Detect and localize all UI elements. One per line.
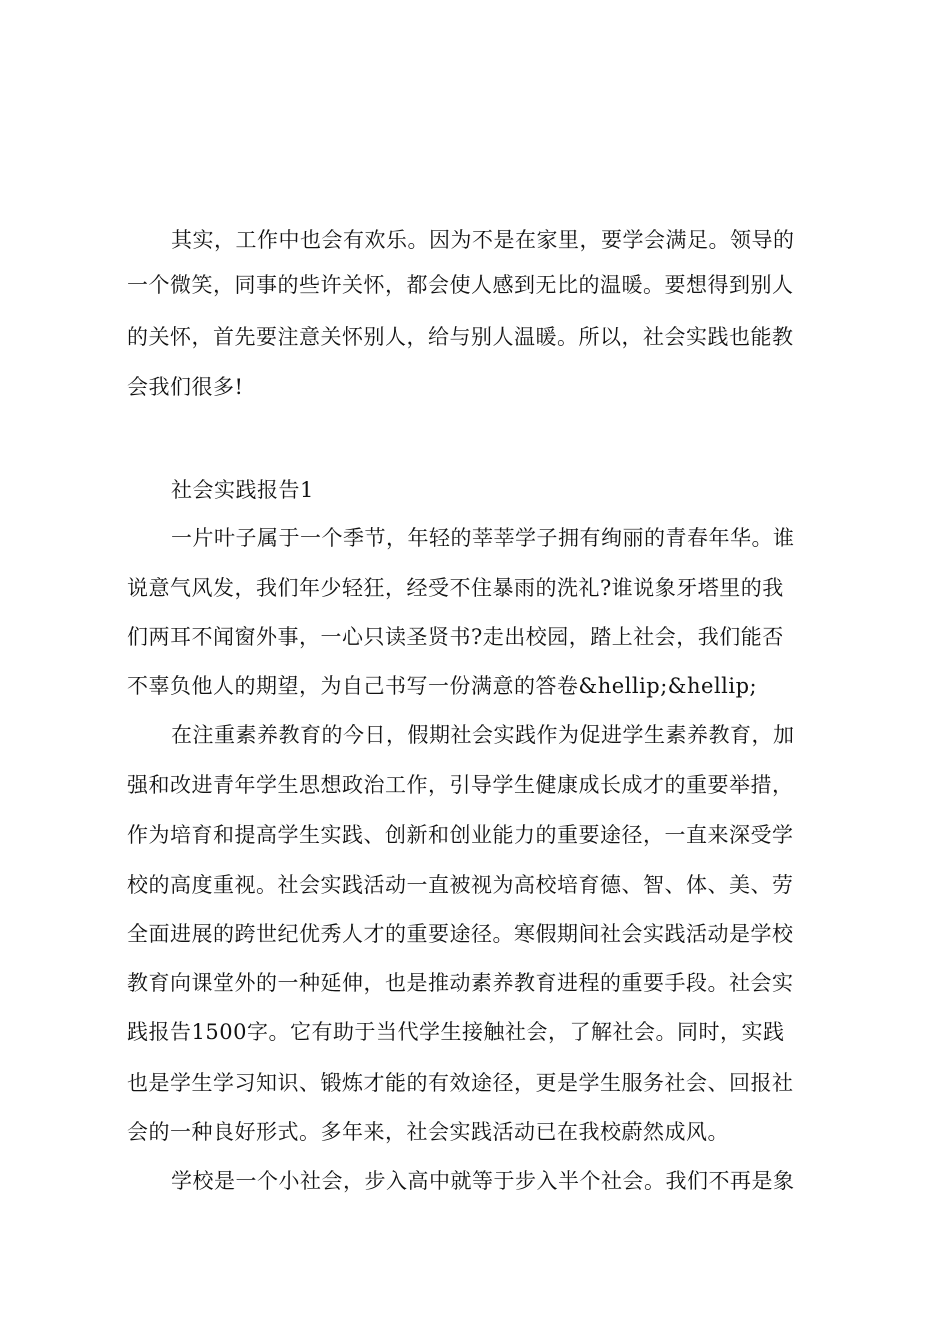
paragraph-line: 作为培育和提高学生实践、创新和创业能力的重要途径，一直来深受学 <box>127 823 794 847</box>
paragraph-line: 强和改进青年学生思想政治工作，引导学生健康成长成才的重要举措， <box>127 773 794 797</box>
paragraph-line: 在注重素养教育的今日，假期社会实践作为促进学生素养教育，加 <box>171 723 795 747</box>
paragraph-line: 也是学生学习知识、锻炼才能的有效途径，更是学生服务社会、回报社 <box>127 1071 794 1095</box>
paragraph-line: 学校是一个小社会，步入高中就等于步入半个社会。我们不再是象 <box>171 1169 795 1193</box>
paragraph-line: 的关怀，首先要注意关怀别人，给与别人温暖。所以，社会实践也能教 <box>127 325 794 349</box>
section-title: 社会实践报告1 <box>171 478 314 502</box>
paragraph-line: 其实，工作中也会有欢乐。因为不是在家里，要学会满足。领导的 <box>171 228 795 252</box>
paragraph-line: 一个微笑，同事的些许关怀，都会使人感到无比的温暖。要想得到别人 <box>127 273 794 297</box>
paragraph-line: 校的高度重视。社会实践活动一直被视为高校培育德、智、体、美、劳 <box>127 873 794 897</box>
paragraph-line: 一片叶子属于一个季节，年轻的莘莘学子拥有绚丽的青春年华。谁 <box>171 526 795 550</box>
paragraph-line: 不辜负他人的期望，为自己书写一份满意的答卷&hellip;&hellip; <box>127 674 758 698</box>
paragraph-line: 说意气风发，我们年少轻狂，经受不住暴雨的洗礼?谁说象牙塔里的我 <box>127 576 784 600</box>
paragraph-line: 会的一种良好形式。多年来，社会实践活动已在我校蔚然成风。 <box>127 1120 729 1144</box>
paragraph-line: 全面进展的跨世纪优秀人才的重要途径。寒假期间社会实践活动是学校 <box>127 922 794 946</box>
paragraph-line: 们两耳不闻窗外事，一心只读圣贤书?走出校园，踏上社会，我们能否 <box>127 625 784 649</box>
paragraph-line: 会我们很多! <box>127 375 244 399</box>
paragraph-line: 践报告1500字。它有助于当代学生接触社会，了解社会。同时，实践 <box>127 1020 785 1044</box>
paragraph-line: 教育向课堂外的一种延伸，也是推动素养教育进程的重要手段。社会实 <box>127 971 794 995</box>
